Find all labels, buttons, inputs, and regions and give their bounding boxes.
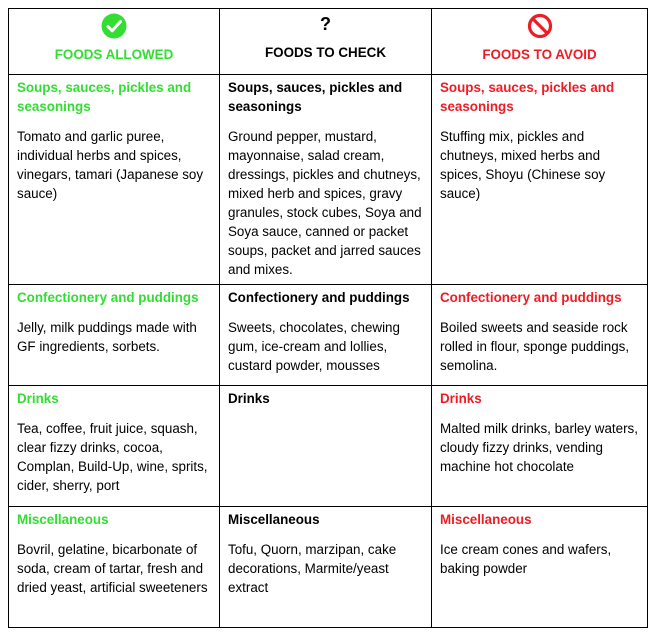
section-title: Confectionery and puddings — [17, 290, 199, 305]
header-row — [9, 9, 648, 75]
header-allowed — [9, 9, 220, 75]
cell-avoid — [432, 507, 648, 628]
header-avoid — [432, 9, 648, 75]
section-title: Drinks — [228, 391, 270, 406]
cell-text: Malted milk drinks, barley waters, cloudy fizzy drinks, vending machine hot chocolate — [440, 421, 638, 474]
cell-allowed — [9, 386, 220, 507]
table-row — [9, 285, 648, 386]
cell-allowed — [9, 75, 220, 285]
table-row — [9, 75, 648, 285]
cell-avoid — [432, 75, 648, 285]
cell-text: Boiled sweets and seaside rock rolled in flour, sponge puddings, semolina. — [440, 320, 630, 373]
cell-text: Jelly, milk puddings made with GF ingredients, sorbets. — [17, 320, 197, 354]
section-title: Miscellaneous — [440, 512, 532, 527]
prohibited-icon — [527, 13, 553, 39]
section-title: Miscellaneous — [17, 512, 109, 527]
header-check — [220, 9, 432, 75]
cell-text: Sweets, chocolates, chewing gum, ice-cream and lollies, custard powder, mousses — [228, 320, 400, 373]
cell-text: Stuffing mix, pickles and chutneys, mixed herbs and spices, Shoyu (Chinese soy sauce) — [440, 129, 606, 201]
cell-check — [220, 507, 432, 628]
cell-check — [220, 285, 432, 386]
cell-allowed — [9, 507, 220, 628]
section-title: Soups, sauces, pickles and seasonings — [440, 80, 615, 114]
question-mark-icon: ? — [320, 14, 331, 34]
cell-text: Tomato and garlic puree, individual herbs and spices, vinegars, tamari (Japanese soy sauce) — [17, 129, 204, 201]
section-title: Confectionery and puddings — [228, 290, 410, 305]
cell-text: Tea, coffee, fruit juice, squash, clear fizzy drinks, cocoa, Complan, Build-Up, wine, sprits, cider, sherry, port — [17, 421, 208, 493]
table-row — [9, 507, 648, 628]
section-title: Confectionery and puddings — [440, 290, 622, 305]
header-avoid-label: FOODS TO AVOID — [482, 47, 597, 62]
section-title: Miscellaneous — [228, 512, 320, 527]
food-guide-table — [8, 8, 648, 628]
cell-check — [220, 386, 432, 507]
section-title: Soups, sauces, pickles and seasonings — [17, 80, 192, 114]
cell-check — [220, 75, 432, 285]
header-check-label: FOODS TO CHECK — [264, 45, 387, 60]
table-row — [9, 386, 648, 507]
cell-text: Bovril, gelatine, bicarbonate of soda, cream of tartar, fresh and dried yeast, artificial sweeteners — [17, 542, 208, 595]
cell-text: Tofu, Quorn, marzipan, cake decorations, Marmite/yeast extract — [228, 542, 397, 595]
header-allowed-label: FOODS ALLOWED — [54, 47, 174, 62]
cell-avoid — [432, 386, 648, 507]
check-circle-icon — [101, 13, 127, 39]
cell-text: Ground pepper, mustard, mayonnaise, salad cream, dressings, pickles and chutneys, mixed herb and spices, gravy granules, stock cubes, Soya and Soya sauce, canned or packet soups, packet and jarred sauces and mixes. — [228, 129, 422, 277]
cell-text: Ice cream cones and wafers, baking powder — [440, 542, 612, 576]
section-title: Soups, sauces, pickles and seasonings — [228, 80, 403, 114]
cell-avoid — [432, 285, 648, 386]
cell-allowed — [9, 285, 220, 386]
section-title: Drinks — [440, 391, 482, 406]
section-title: Drinks — [17, 391, 59, 406]
